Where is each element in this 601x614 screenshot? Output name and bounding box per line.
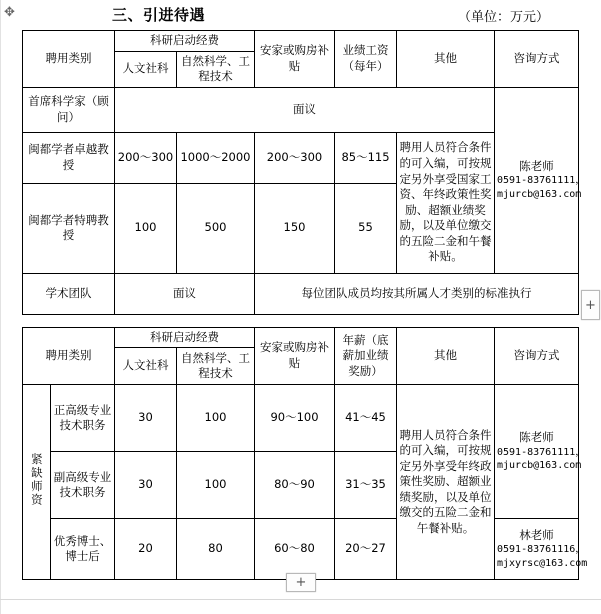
header-science-tech: 自然科学、工程技术 xyxy=(177,51,255,87)
header-startup-funds-2: 科研启动经费 xyxy=(115,327,255,348)
table-row xyxy=(23,87,579,132)
other-note-1: 聘用人员符合条件的可入编，可按规定另外享受国家工资、年终政策性奖励、超额业绩奖励，以及单位缴交的五险二金和午餐补贴。 xyxy=(397,132,495,273)
cell-performance-pay: 85～115 xyxy=(335,132,397,183)
contact-phone: 0591-83761116， xyxy=(497,544,586,556)
cell-science-tech: 100 xyxy=(177,385,255,452)
cell-humanities: 30 xyxy=(115,452,177,519)
add-column-button[interactable]: + xyxy=(581,290,600,320)
header-other: 其他 xyxy=(397,31,495,88)
header-contact-2: 咨询方式 xyxy=(495,327,579,385)
contact-email: mjxyrsc@163.com xyxy=(497,557,588,569)
row-subcategory-doctor: 优秀博士、博士后 xyxy=(51,519,115,580)
cell-housing: 150 xyxy=(255,183,335,273)
contact-email: mjurcb@163.com xyxy=(497,460,582,472)
cell-science-tech: 1000～2000 xyxy=(177,132,255,183)
header-other-2: 其他 xyxy=(397,327,495,385)
page-title: 三、引进待遇 xyxy=(112,6,206,24)
contact-email: mjurcb@163.com xyxy=(497,188,582,200)
header-humanities-2: 人文社科 xyxy=(115,348,177,385)
cell-annual-salary: 31～35 xyxy=(335,452,397,519)
cell-science-tech: 80 xyxy=(177,519,255,580)
cell-humanities: 200～300 xyxy=(115,132,177,183)
row-category-special-professor: 闽都学者特聘教授 xyxy=(23,183,115,273)
row-category-academic-team: 学术团队 xyxy=(23,273,115,314)
cell-team-negotiable: 面议 xyxy=(115,273,255,314)
cell-annual-salary: 41～45 xyxy=(335,385,397,452)
cell-housing: 60～80 xyxy=(255,519,335,580)
cell-humanities: 20 xyxy=(115,519,177,580)
header-annual-salary: 年薪（底薪加业绩奖励） xyxy=(335,327,397,385)
cell-housing: 200～300 xyxy=(255,132,335,183)
move-handle-icon[interactable]: ✥ xyxy=(4,5,15,20)
add-row-button[interactable]: + xyxy=(286,573,316,592)
table-row xyxy=(23,273,579,314)
benefits-table-1 xyxy=(22,30,586,315)
contact-name: 陈老师 xyxy=(519,430,554,445)
contact-phone: 0591-83761111， xyxy=(497,446,586,458)
contact-phone: 0591-83761111， xyxy=(497,175,586,187)
row-category-distinguished-professor: 闽都学者卓越教授 xyxy=(23,132,115,183)
cell-performance-pay: 55 xyxy=(335,183,397,273)
header-category-2: 聘用类别 xyxy=(23,327,115,385)
unit-note: （单位：万元） xyxy=(457,10,549,25)
row-subcategory-associate-senior: 副高级专业技术职务 xyxy=(51,452,115,519)
group-label-text: 紧缺师资 xyxy=(29,452,44,507)
table-row xyxy=(23,519,579,580)
cell-housing: 90～100 xyxy=(255,385,335,452)
header-category: 聘用类别 xyxy=(23,31,115,88)
contact-name: 林老师 xyxy=(519,527,554,542)
other-note-2: 聘用人员符合条件的可入编，可按规定另外享受年终政策性奖励、超额业绩奖励，以及单位缴交的五险二金和午餐补贴。 xyxy=(397,385,495,580)
contact-cell-2-bottom xyxy=(495,519,588,580)
cell-annual-salary: 20～27 xyxy=(335,519,397,580)
row-category-chief-scientist: 首席科学家（顾问） xyxy=(23,87,115,132)
row-subcategory-senior: 正高级专业技术职务 xyxy=(51,385,115,452)
header-humanities: 人文社科 xyxy=(115,51,177,87)
contact-cell-2-top xyxy=(495,385,586,519)
cell-housing: 80～90 xyxy=(255,452,335,519)
row-negotiable-chief-scientist: 面议 xyxy=(115,87,495,132)
header-startup-funds: 科研启动经费 xyxy=(115,31,255,52)
cell-science-tech: 500 xyxy=(177,183,255,273)
header-housing: 安家或购房补贴 xyxy=(255,31,335,88)
header-housing-2: 安家或购房补贴 xyxy=(255,327,335,385)
contact-cell-1 xyxy=(495,87,586,273)
document-heading-row xyxy=(0,0,601,30)
header-science-tech-2: 自然科学、工程技术 xyxy=(177,348,255,385)
left-edge-rule xyxy=(0,0,1,614)
group-label-scarce-faculty xyxy=(23,385,51,580)
table2-header-row xyxy=(23,327,579,348)
header-performance-pay: 业绩工资（每年） xyxy=(335,31,397,88)
table-row xyxy=(23,385,579,452)
contact-name: 陈老师 xyxy=(519,158,554,173)
header-contact: 咨询方式 xyxy=(495,31,579,88)
cell-team-note: 每位团队成员均按其所属人才类别的标准执行 xyxy=(255,273,579,314)
cell-humanities: 100 xyxy=(115,183,177,273)
table-header-row xyxy=(23,31,579,52)
table-gap xyxy=(0,315,601,327)
page-bottom-rule xyxy=(0,599,601,600)
cell-humanities: 30 xyxy=(115,385,177,452)
cell-science-tech: 100 xyxy=(177,452,255,519)
benefits-table-2 xyxy=(22,327,588,581)
